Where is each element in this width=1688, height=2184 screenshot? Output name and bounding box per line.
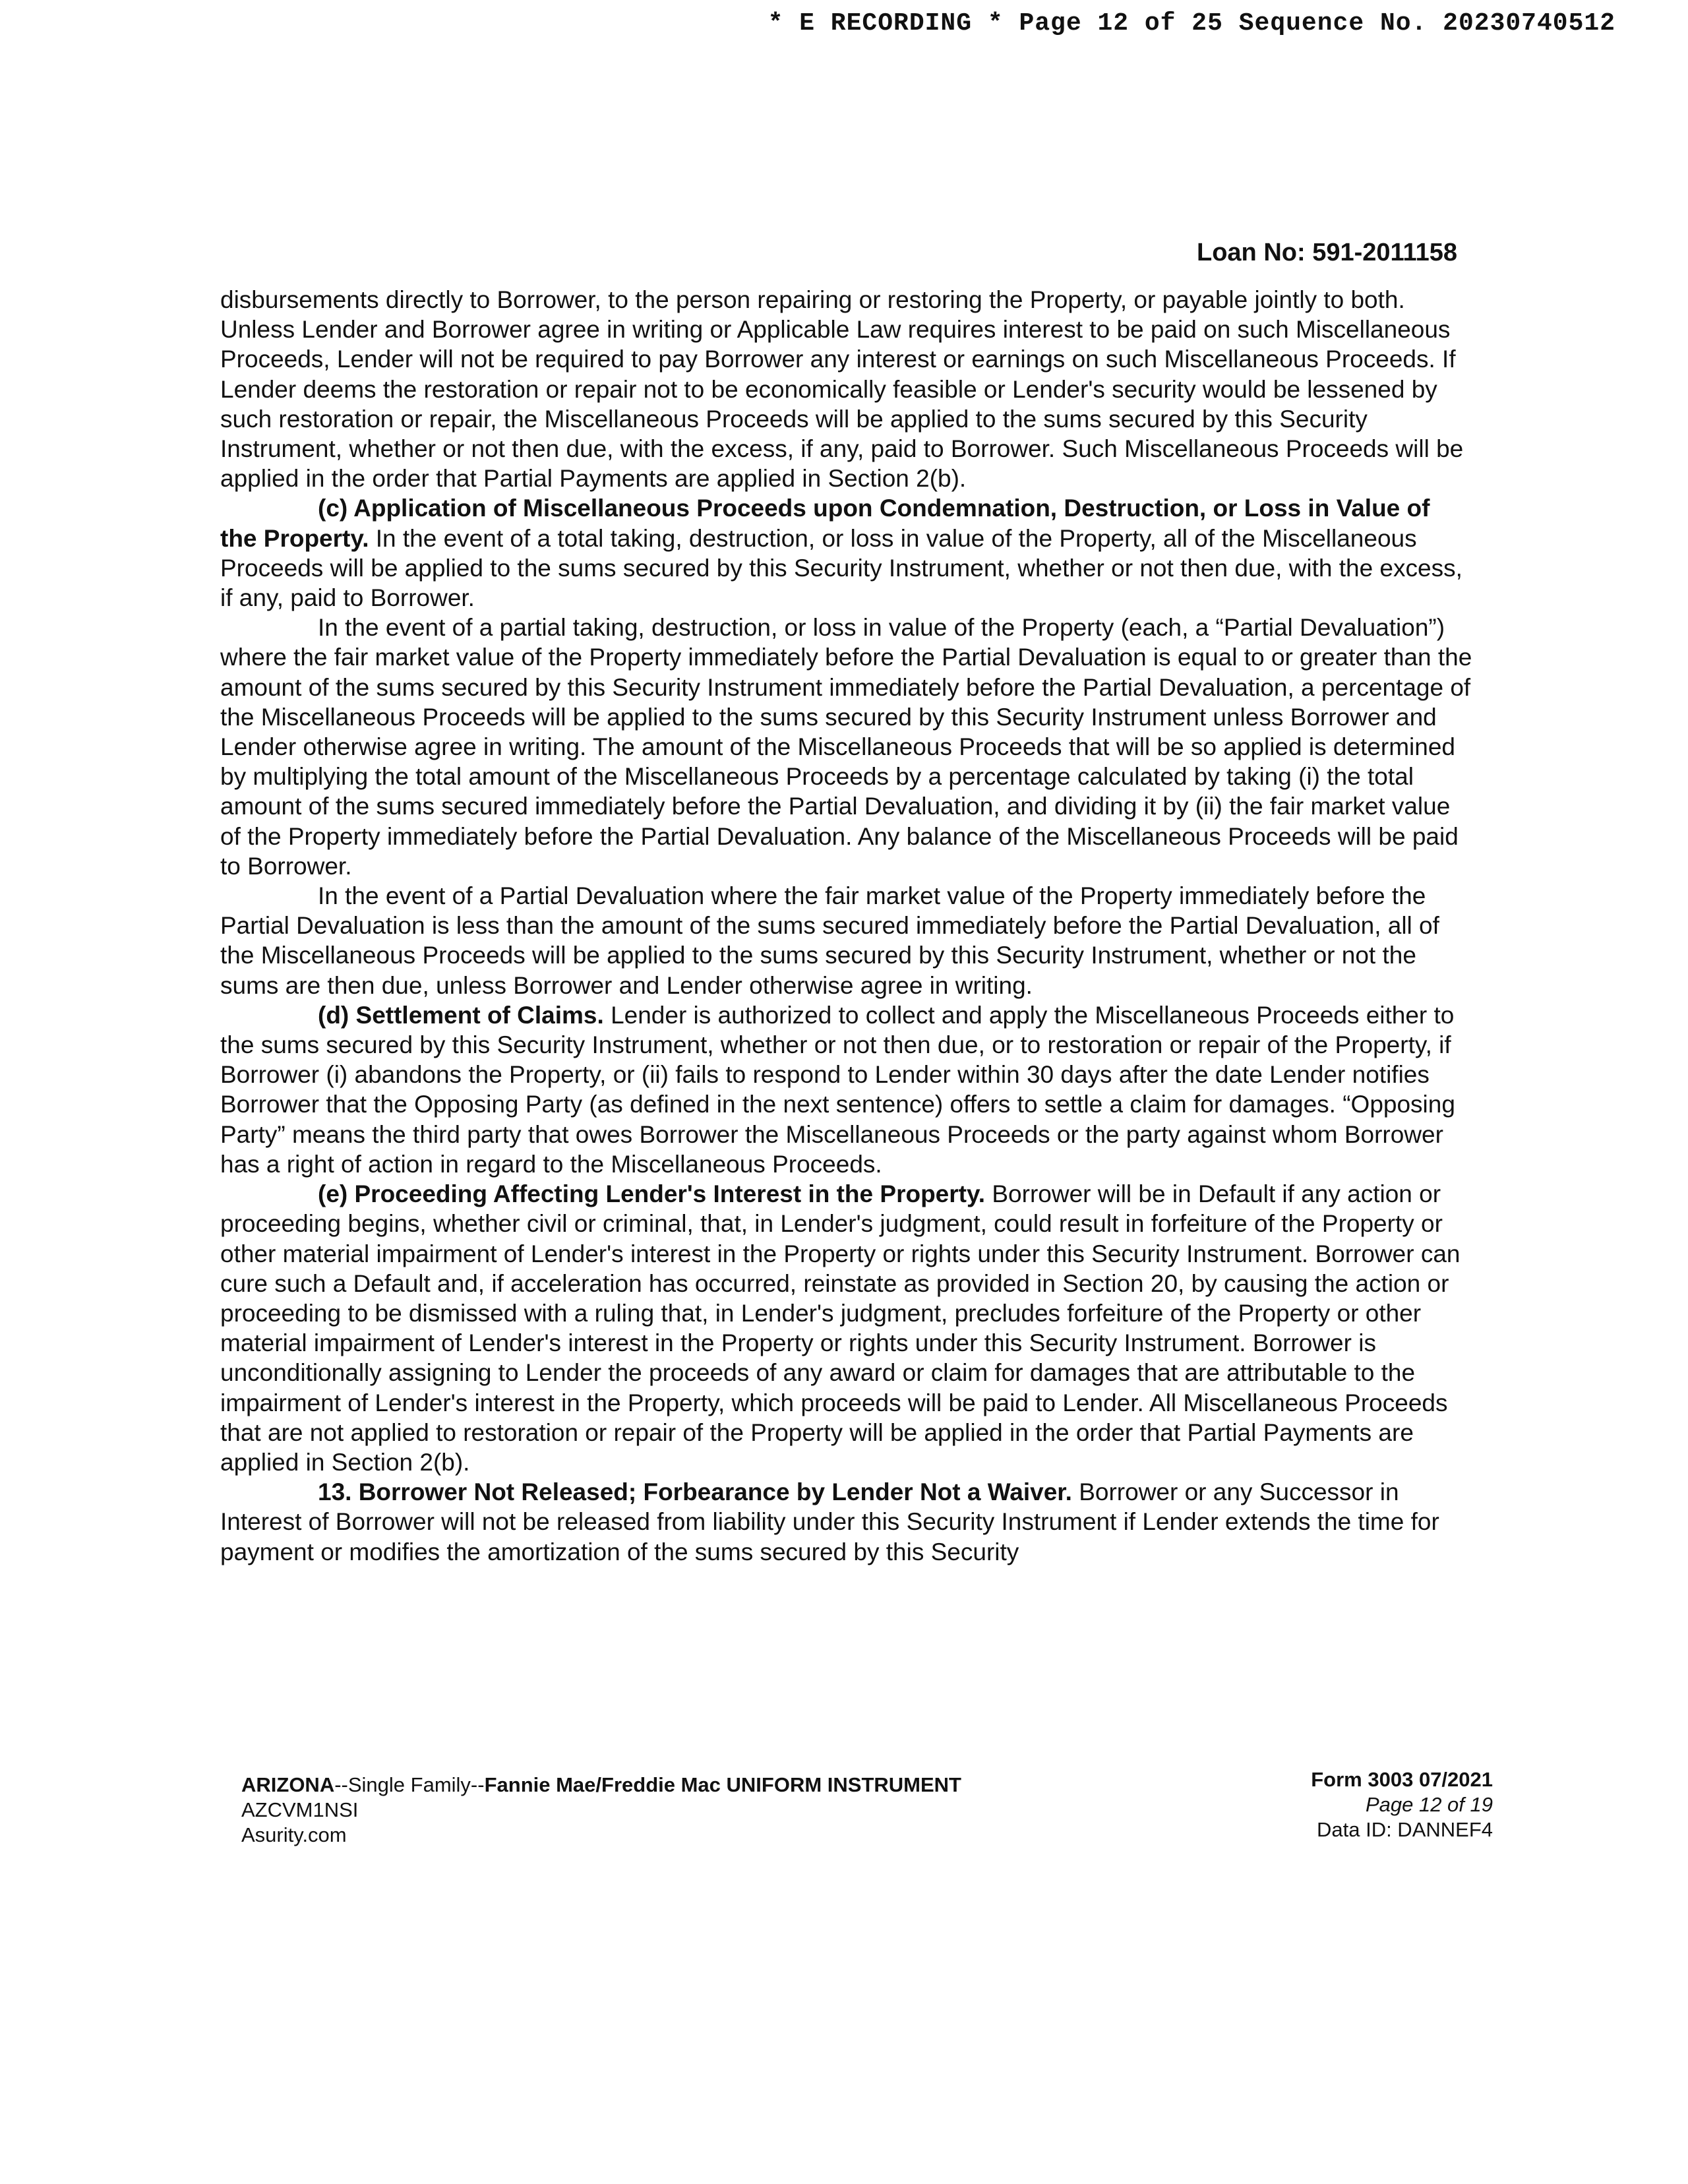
recording-stamp: * E RECORDING * Page 12 of 25 Sequence No. 20230740512 — [768, 9, 1615, 38]
section-c-heading: (c) Application of Miscellaneous Proceeds upon Condemnation, Destruction, or Loss in Value of the Property. — [220, 495, 1430, 552]
paragraph-disbursements: disbursements directly to Borrower, to the person repairing or restoring the Property, or payable jointly to both. Unless Lender and Borrower agree in writing or Applicable Law requires interest to be paid on such Miscellaneous Proceeds, Lender will not be required to pay Borrower any interest or earnings on such Miscellaneous Proceeds. If Lender deems the restoration or repair not to be economically feasible or Lender's security would be lessened by such restoration or repair, the Miscellaneous Proceeds will be applied to the sums secured by this Security Instrument, whether or not then due, with the excess, if any, paid to Borrower. Such Miscellaneous Proceeds will be applied in the order that Partial Payments are applied in Section 2(b). — [220, 286, 1464, 493]
section-13-body: Borrower or any Successor in Interest of Borrower will not be released from liability under this Security Instrument if Lender extends the time for payment or modifies the amortization of the sums secured by this Security — [220, 1478, 1439, 1565]
document-body — [220, 285, 1473, 1567]
section-d-body: Lender is authorized to collect and apply the Miscellaneous Proceeds either to the sums secured by this Security Instrument, whether or not then due, or to restoration or repair of the Property, if Borrower (i) abandons the Property, or (ii) fails to respond to Lender within 30 days after the date Lender notifies Borrower that the Opposing Party (as defined in the next sentence) offers to settle a claim for damages. “Opposing Party” means the third party that owes Borrower the Miscellaneous Proceeds or the party against whom Borrower has a right of action in regard to the Miscellaneous Proceeds. — [220, 1001, 1455, 1178]
section-13-heading: 13. Borrower Not Released; Forbearance by Lender Not a Waiver. — [318, 1478, 1072, 1506]
footer-page: Page 12 of 19 — [1365, 1793, 1493, 1816]
section-d — [220, 1000, 1473, 1179]
section-e — [220, 1179, 1473, 1477]
section-e-body: Borrower will be in Default if any action or proceeding begins, whether civil or criminal, that, in Lender's judgment, could result in forfeiture of the Property or other material impairment of Lender's interest in the Property or rights under this Security Instrument. Borrower can cure such a Default and, if acceleration has occurred, reinstate as provided in Section 20, by causing the action or proceeding to be dismissed with a ruling that, in Lender's judgment, precludes forfeiture of the Property or other material impairment of Lender's interest in the Property or rights under this Security Instrument. Borrower is unconditionally assigning to Lender the proceeds of any award or claim for damages that are attributable to the impairment of Lender's interest in the Property, which proceeds will be paid to Lender. All Miscellaneous Proceeds that are not applied to restoration or repair of the Property will be applied in the order that Partial Payments are applied in Section 2(b). — [220, 1180, 1461, 1476]
paragraph-partial-devaluation: In the event of a partial taking, destruction, or loss in value of the Property (each, a “Partial Devaluation”) where the fair market value of the Property immediately before the Partial Devaluation is equal to or greater than the amount of the sums secured by this Security Instrument immediately before the Partial Devaluation, a percentage of the Miscellaneous Proceeds will be applied to the sums secured by this Security Instrument unless Borrower and Lender otherwise agree in writing. The amount of the Miscellaneous Proceeds that will be so applied is determined by multiplying the total amount of the Miscellaneous Proceeds by a percentage calculated by taking (i) the total amount of the sums secured immediately before the Partial Devaluation, and dividing it by (ii) the fair market value of the Property immediately before the Partial Devaluation. Any balance of the Miscellaneous Proceeds will be paid to Borrower. — [220, 614, 1472, 880]
footer-instrument-end: Fannie Mae/Freddie Mac UNIFORM INSTRUMENT — [484, 1773, 961, 1796]
footer-site: Asurity.com — [241, 1823, 347, 1846]
section-d-heading: (d) Settlement of Claims. — [318, 1001, 604, 1029]
footer-instrument-info — [241, 1773, 961, 1848]
footer-state: ARIZONA — [241, 1773, 335, 1796]
footer-form-info — [1311, 1767, 1493, 1842]
section-13 — [220, 1477, 1473, 1567]
loan-number: Loan No: 591-2011158 — [1197, 239, 1457, 266]
section-c — [220, 493, 1473, 613]
footer-form: Form 3003 07/2021 — [1311, 1768, 1493, 1791]
footer-instrument-mid: --Single Family-- — [334, 1773, 485, 1796]
footer-data-id: Data ID: DANNEF4 — [1316, 1818, 1493, 1841]
paragraph-partial-devaluation-less: In the event of a Partial Devaluation where the fair market value of the Property immediately before the Partial Devaluation is less than the amount of the sums secured immediately before the Partial Devaluation, all of the Miscellaneous Proceeds will be applied to the sums secured by this Security Instrument, whether or not the sums are then due, unless Borrower and Lender otherwise agree in writing. — [220, 882, 1439, 999]
instrument-title — [241, 1773, 961, 1798]
footer-code: AZCVM1NSI — [241, 1798, 359, 1821]
section-e-heading: (e) Proceeding Affecting Lender's Interest in the Property. — [318, 1180, 986, 1208]
section-c-body: In the event of a total taking, destruction, or loss in value of the Property, all of the Miscellaneous Proceeds will be applied to the sums secured by this Security Instrument, whether or not then due, with the excess, if any, paid to Borrower. — [220, 524, 1462, 612]
